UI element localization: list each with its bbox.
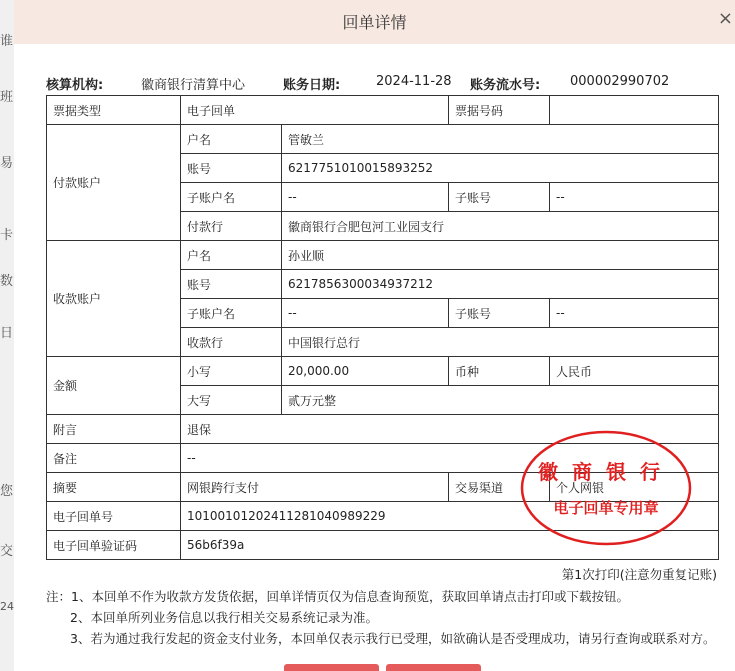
background-glyph: 卡 [0,228,14,243]
table-row [47,125,719,154]
currency-label: 币种 [449,357,550,386]
table-row [47,96,719,125]
note-item: 3、若为通过我行发起的资金支付业务，本回单仅表示我行已受理，如欲确认是否受理成功，请另行查询或联系对方。 [70,631,716,646]
bank-seal-stamp [519,429,693,547]
note-item: 2、本回单所列业务信息以我行相关交易系统记录为准。 [70,610,378,625]
payer-section-label: 付款账户 [47,125,181,241]
dialog-title: 回单详情 [342,13,407,32]
receipt-dialog [14,0,735,671]
payer-account-label: 账号 [181,154,282,183]
payee-sub-no-label: 子账号 [449,299,550,328]
payee-name-label: 户名 [181,241,282,270]
payee-bank-value: 中国银行总行 [282,328,719,357]
channel-value: 个人网银 [550,473,719,502]
print-button-partial[interactable] [284,664,379,671]
amount-section-label: 金额 [47,357,181,415]
ticket-no-label: 票据号码 [449,96,550,125]
ticket-type-value: 电子回单 [181,96,449,125]
payee-account-value: 6217856300034937212 [282,270,719,299]
date-value: 2024-11-28 [376,74,452,89]
serial-value: 000002990702 [570,74,670,89]
close-icon[interactable]: × [717,8,733,29]
payer-bank-label: 付款行 [181,212,282,241]
verify-code-label: 电子回单验证码 [47,531,181,560]
background-glyph: 您 [0,484,14,499]
payee-sub-no-value: -- [550,299,719,328]
payer-sub-no-value: -- [550,183,719,212]
receipt-no-label: 电子回单号 [47,502,181,531]
channel-label: 交易渠道 [449,473,550,502]
seal-ring [522,432,690,544]
ticket-no-value [550,96,719,125]
verify-code-value: 56b6f39a [181,531,719,560]
receipt-no-value: 101001012024112810409892​29 [181,502,719,531]
org-label: 核算机构: [46,78,104,93]
background-page-strip [0,0,14,671]
payer-bank-value: 徽商银行合肥包河工业园支行 [282,212,719,241]
date-label: 账务日期: [283,78,341,93]
payee-account-label: 账号 [181,270,282,299]
payer-sub-name-label: 子账户名 [181,183,282,212]
payer-name-label: 户名 [181,125,282,154]
amount-small-value: 20,000.00 [282,357,449,386]
background-glyph: 数 [0,274,14,289]
background-glyph: 班 [0,90,14,105]
dialog-header [14,0,735,44]
note-item: 注：1、本回单不作为收款方发货依据，回单详情页仅为信息查询预览，获取回单请点击打印或下载按钮。 [46,589,629,604]
payer-name-value: 管敏兰 [282,125,719,154]
download-button-partial[interactable] [386,664,481,671]
serial-label: 账务流水号: [470,78,541,93]
background-glyph: 易 [0,156,14,171]
background-glyph: 谁 [0,34,14,49]
notes-block [46,586,726,649]
payer-sub-name-value: -- [282,183,449,212]
org-value: 徽商银行清算中心 [141,78,246,93]
background-glyph: 交 [0,544,14,559]
payee-sub-name-value: -- [282,299,449,328]
summary-label: 摘要 [47,473,181,502]
receipt-meta [46,74,716,92]
action-buttons-partial [284,664,484,671]
summary-value: 网银跨行支付 [181,473,449,502]
postscript-label: 附言 [47,415,181,444]
amount-big-label: 大写 [181,386,282,415]
seal-top-text: 徽商银行 [538,460,674,484]
payer-account-value: 6217751010015893252 [282,154,719,183]
background-glyph: 日 [0,326,14,341]
payee-sub-name-label: 子账户名 [181,299,282,328]
print-count-note: 第1次打印(注意勿重复记账) [561,567,717,582]
ticket-type-label: 票据类型 [47,96,181,125]
table-row [47,357,719,386]
payer-sub-no-label: 子账号 [449,183,550,212]
table-row [47,241,719,270]
amount-big-value: 贰万元整 [282,386,719,415]
remark-label: 备注 [47,444,181,473]
postscript-value: 退保 [181,415,719,444]
remark-value: -- [181,444,719,473]
seal-bottom-text: 电子回单专用章 [553,499,659,517]
background-glyph: 24 [0,600,14,613]
currency-value: 人民币 [550,357,719,386]
payee-bank-label: 收款行 [181,328,282,357]
payee-name-value: 孙业顺 [282,241,719,270]
amount-small-label: 小写 [181,357,282,386]
payee-section-label: 收款账户 [47,241,181,357]
